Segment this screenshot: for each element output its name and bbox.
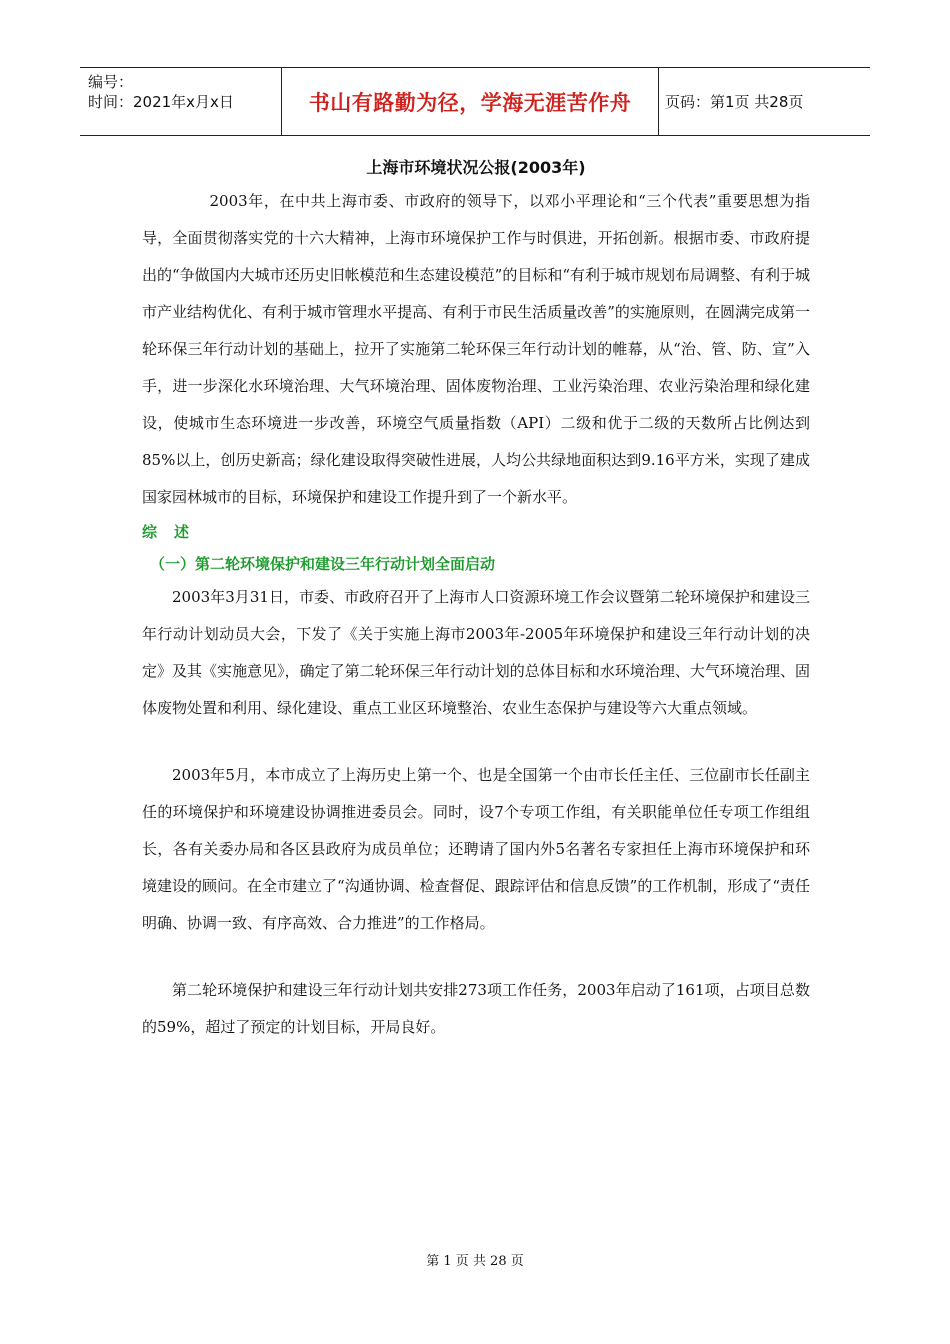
page-footer: 第 1 页 共 28 页 [426,1254,524,1269]
document-title: 上海市环境状况公报(2003年) [366,158,586,177]
header-table [80,67,870,136]
intro-paragraph: 2003年，在中共上海市委、市政府的领导下，以邓小平理论和“三个代表”重要思想为指导，全面贯彻落实党的十六大精神，上海市环境保护工作与时俱进，开拓创新。根据市委、市政府提出的“争做国内大城市还历史旧帐模范和生态建设模范”的目标和“有利于城市规划布局调整、有利于城市产业结构优化、有利于城市管理水平提高、有利于市民生活质量改善”的实施原则，在圆满完成第一轮环保三年行动计划的基础上，拉开了实施第二轮环保三年行动计划的帷幕，从“治、管、防、宣”入手，进一步深化水环境治理、大气环境治理、固体废物治理、工业污染治理、农业污染治理和绿化建设，使城市生态环境进一步改善，环境空气质量指数（API）二级和优于二级的天数所占比例达到85%以上，创历史新高；绿化建设取得突破性进展，人均公共绿地面积达到9.16平方米，实现了建成国家园林城市的目标，环境保护和建设工作提升到了一个新水平。 [142,192,811,506]
section-heading-overview: 综 述 [142,523,191,541]
header-page-info: 页码：第1页 共28页 [665,93,804,111]
document-time-label: 时间：2021年x月x日 [88,93,234,111]
subsection-heading-1: （一）第二轮环境保护和建设三年行动计划全面启动 [150,555,496,573]
body-paragraph-2: 2003年5月，本市成立了上海历史上第一个、也是全国第一个由市长任主任、三位副市长任副主任的环境保护和环境建设协调推进委员会。同时，设7个专项工作组，有关职能单位任专项工作组组长，各有关委办局和各区县政府为成员单位；还聘请了国内外5名著名专家担任上海市环境保护和环境建设的顾问。在全市建立了“沟通协调、检查督促、跟踪评估和信息反馈”的工作机制，形成了“责任明确、协调一致、有序高效、合力推进”的工作格局。 [142,766,811,932]
document-body [142,155,810,1046]
paragraph-gap [142,727,810,757]
header-meta-cell [80,68,282,135]
body-paragraph-1: 2003年3月31日，市委、市政府召开了上海市人口资源环境工作会议暨第二轮环境保护和建设三年行动计划动员大会，下发了《关于实施上海市2003年-2005年环境保护和建设三年行动计划的决定》及其《实施意见》，确定了第二轮环保三年行动计划的总体目标和水环境治理、大气环境治理、固体废物处置和利用、绿化建设、重点工业区环境整治、农业生态保护与建设等六大重点领域。 [142,588,810,717]
document-number-label: 编号： [88,73,134,91]
header-motto: 书山有路勤为径，学海无涯苦作舟 [282,68,659,135]
body-paragraph-3: 第二轮环境保护和建设三年行动计划共安排273项工作任务，2003年启动了161项，占项目总数的59%，超过了预定的计划目标，开局良好。 [142,981,810,1036]
paragraph-gap [142,942,810,972]
